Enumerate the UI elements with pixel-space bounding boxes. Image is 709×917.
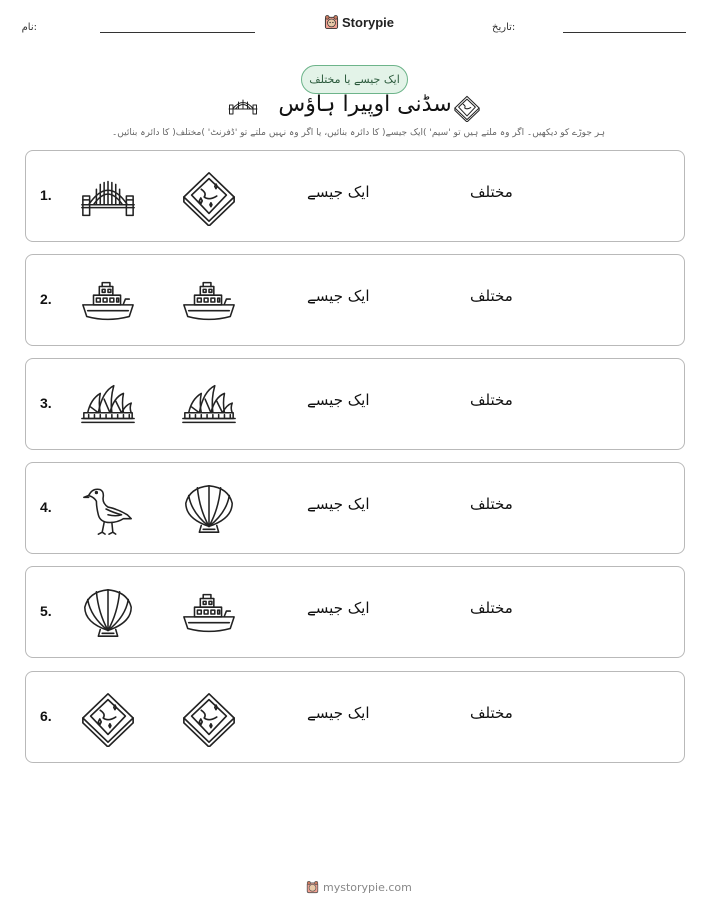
different-option[interactable]: مختلف (470, 599, 513, 617)
harbour-bridge-icon (79, 168, 137, 226)
date-label: تاریخ: (492, 22, 516, 33)
bear-logo-icon (324, 14, 339, 30)
question-row (25, 671, 685, 763)
bear-logo-icon (306, 880, 319, 894)
same-option[interactable]: ایک جیسے (307, 704, 370, 722)
question-number: 1. (40, 187, 52, 203)
same-option[interactable]: ایک جیسے (307, 599, 370, 617)
different-option[interactable]: مختلف (470, 391, 513, 409)
page-title: سڈنی اوپیرا ہاؤس (278, 92, 452, 117)
footer-url: mystorypie.com (323, 880, 412, 894)
seagull-icon (79, 480, 137, 538)
different-option[interactable]: مختلف (470, 287, 513, 305)
opera-house-icon (180, 376, 238, 434)
name-field[interactable] (100, 32, 255, 33)
different-option[interactable]: مختلف (470, 704, 513, 722)
same-option[interactable]: ایک جیسے (307, 287, 370, 305)
different-option[interactable]: مختلف (470, 495, 513, 513)
opera-house-icon (79, 376, 137, 434)
question-number: 3. (40, 395, 52, 411)
seashell-icon (180, 480, 238, 538)
worksheet-type-badge: ایک جیسے یا مختلف (301, 65, 408, 94)
ferry-boat-icon (180, 272, 238, 330)
seashell-icon (79, 584, 137, 642)
question-number: 2. (40, 291, 52, 307)
same-option[interactable]: ایک جیسے (307, 391, 370, 409)
ferry-boat-icon (180, 584, 238, 642)
same-option[interactable]: ایک جیسے (307, 183, 370, 201)
footer (306, 880, 412, 894)
map-icon (79, 689, 137, 747)
question-row (25, 150, 685, 242)
brand-logo (324, 14, 394, 30)
map-icon (180, 168, 238, 226)
ferry-boat-icon (79, 272, 137, 330)
same-option[interactable]: ایک جیسے (307, 495, 370, 513)
question-row (25, 462, 685, 554)
question-number: 4. (40, 499, 52, 515)
map-icon (180, 689, 238, 747)
question-row (25, 254, 685, 346)
question-row (25, 566, 685, 658)
different-option[interactable]: مختلف (470, 183, 513, 201)
question-row (25, 358, 685, 450)
question-number: 6. (40, 708, 52, 724)
instructions-text: ہر جوڑے کو دیکھیں۔ اگر وہ ملتے ہیں تو 'سیم' )ایک جیسے( کا دائرہ بنائیں، یا اگر وہ نہیں ملتے تو 'ڈفرنٹ' )مختلف( کا دائرہ بنائیں۔ (112, 128, 605, 138)
name-label: نام: (21, 22, 37, 33)
brand-name: Storypie (342, 14, 395, 30)
date-field[interactable] (563, 32, 686, 33)
map-icon (451, 94, 483, 122)
question-number: 5. (40, 603, 52, 619)
